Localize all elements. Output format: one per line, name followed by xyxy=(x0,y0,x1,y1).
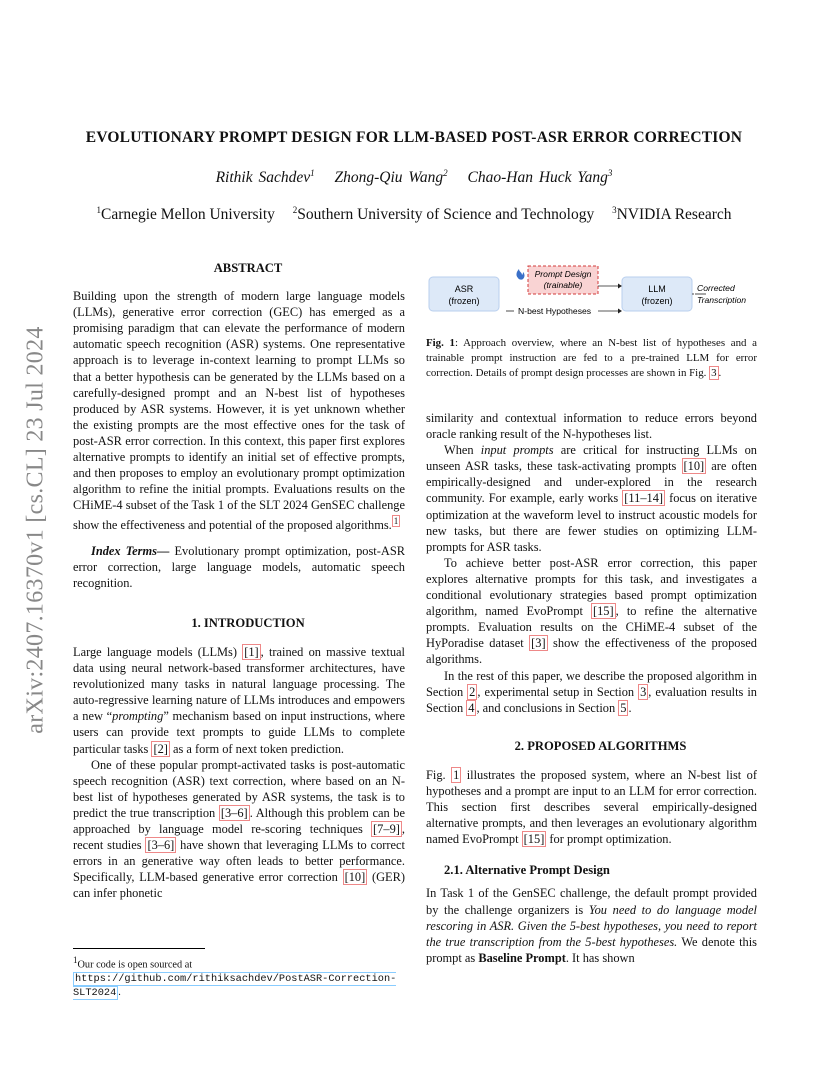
subsection-2-1-paragraph: In Task 1 of the GenSEC challenge, the default prompt provided by the challenge organizers is You need to do language model rescoring in ASR. Given the 5-best hypotheses, you need to report the true transcription from the 5-best hypotheses. We denote this prompt as Baseline Prompt. It has shown xyxy=(426,886,758,965)
subsection-2-1-heading: 2.1. Alternative Prompt Design xyxy=(444,863,610,878)
citation-link[interactable]: [10] xyxy=(344,870,366,885)
section-link[interactable]: 2 xyxy=(469,684,476,699)
asr-label: ASR xyxy=(454,284,474,294)
affiliation-1: $^1$Carnegie Mellon University xyxy=(96,205,275,224)
output-sub: Transcription xyxy=(697,295,747,305)
affiliation-list xyxy=(0,205,828,224)
author-3: Chao-Han Huck Yang$^3$ xyxy=(467,168,613,187)
footnote-rule xyxy=(73,948,205,949)
section-link[interactable]: 5 xyxy=(620,700,627,715)
llm-sub: (frozen) xyxy=(641,296,673,306)
nbest-label: N-best Hypotheses xyxy=(518,306,592,316)
figure-ref-link[interactable]: 1 xyxy=(453,767,460,782)
affiliation-3: $^3$NVIDIA Research xyxy=(612,205,732,224)
intro-continuation: similarity and contextual information to reduce errors beyond oracle ranking result of the N-hypotheses list. xyxy=(426,411,757,442)
section2-paragraph: Fig. 1 illustrates the proposed system, where an N-best list of hypotheses and a prompt are input to an LLM for error correction. This section first describes several empirically-designed alternative prompts, and then leverages an evolutionary algorithm named EvoPrompt [15] for prompt optimization. xyxy=(426,767,757,847)
intro-paragraph-3: When input prompts are critical for instructing LLMs on unseen ASR tasks, these task-activating prompts [10] are often empirically-designed and under-explored in the research community. For example, early works [11–14] focus on iterative optimization at the waveform level to instruct acoustic models for new tasks, but there are fewer studies on optimizing LLM-prompts for ASR tasks. xyxy=(426,443,757,554)
affiliation-2: $^2$Southern University of Science and Technology xyxy=(292,205,595,224)
fire-icon xyxy=(516,269,524,280)
footnote: $^1$Our code is open sourced at https://github.com/rithiksachdev/PostASR-Correction-SLT2024 . xyxy=(73,955,397,1000)
citation-link[interactable]: [11–14] xyxy=(624,491,664,506)
citation-link[interactable]: [10] xyxy=(683,459,705,474)
citation-link[interactable]: [2] xyxy=(153,741,168,756)
section2-heading: 2. PROPOSED ALGORITHMS xyxy=(514,738,687,753)
prompt-label: Prompt Design xyxy=(534,269,592,279)
author-list xyxy=(0,168,828,187)
citation-link[interactable]: [1] xyxy=(244,645,259,659)
right-column xyxy=(426,410,757,966)
intro-paragraph-2: One of these popular prompt-activated tasks is post-automatic speech recognition (ASR) text correction, where based on an N-best list of hypotheses generated by ASR systems, the task is to predict the true transcription [3–6] . Although this problem can be approached by language model re-scoring techniques [7–9] , recent studies [3–6] have shown that leveraging LLMs to correct errors in an generative way often leads to better performance. Specifically, LLM-based generative error correction [10] (GER) can infer phonetic xyxy=(73,757,405,901)
citation-link[interactable]: [3–6] xyxy=(220,805,248,820)
abstract-text: Building upon the strength of modern large language models (LLMs), generative error correction (GEC) has emerged as a promising paradigm that can elevate the performance of modern automatic speech recognition (ASR) systems. One representative approach is to leverage in-context learning to prompt LLMs so that a better hypothesis can be generated by the LLMs based on a carefully-designed prompt and an N-best list of hypotheses produced by ASR systems. However, it is yet unknown whether the existing prompts are the most effective ones for the task of post-ASR error correction. In this context, this paper first explores alternative prompts to identify an initial set of effective prompts, and then proposes to employ an evolutionary prompt optimization algorithm to refine the initial prompts. Evaluations results on the CHiME-4 subset of the Task 1 of the SLT 2024 GenSEC challenge show the effectiveness and potential of the proposed algorithms. $^1$ xyxy=(73,289,405,533)
abstract-heading: ABSTRACT xyxy=(213,261,283,275)
citation-link[interactable]: [3] xyxy=(531,636,546,651)
citation-link[interactable]: [15] xyxy=(592,604,614,619)
author-1: Rithik Sachdev$^1$ xyxy=(215,168,315,187)
footnote-link[interactable]: 1 xyxy=(393,516,399,527)
arxiv-stamp: arXiv:2407.16370v1 [cs.CL] 23 Jul 2024 xyxy=(22,326,49,734)
output-label: Corrected xyxy=(697,283,735,293)
left-column xyxy=(73,260,405,902)
intro-paragraph-1: Large language models (LLMs) [1] , trained on massive textual data using neural network-based transformer architectures, have revolutionized many tasks in natural language processing. The auto-regressive learning nature of LLMs introduces and empowers a new “prompting” mechanism based on input instructions, where users can provide text prompts to guide LLMs to complete particular tasks [2] as a form of next token prediction. xyxy=(73,645,405,756)
asr-sub: (frozen) xyxy=(448,296,480,306)
intro-heading: 1. INTRODUCTION xyxy=(191,615,305,630)
llm-label: LLM xyxy=(648,284,666,294)
intro-paragraph-5: In the rest of this paper, we describe the proposed algorithm in Section 2 , experimental setup in Section 3 , evaluation results in Section 4 , and conclusions in Section 5 . xyxy=(426,668,757,715)
code-url-link[interactable]: https://github.com/rithiksachdev/PostASR-Correction-SLT2024 xyxy=(73,973,397,1000)
citation-link[interactable]: [15] xyxy=(523,832,545,847)
section-link[interactable]: 4 xyxy=(468,700,475,715)
intro-paragraph-4: To achieve better post-ASR error correction, this paper explores alternative prompts for this task, and investigates a conditional evolutionary strategies based prompt optimization algorithm, named EvoPrompt [15] , to refine the alternative prompts. Evaluation results on the CHiME-4 subset of the HyPoradise dataset [3] show the effectiveness of the proposed algorithms. xyxy=(426,555,757,667)
section-link[interactable]: 3 xyxy=(640,684,647,699)
figure-caption: Fig. 1: Approach overview, where an N-best list of hypotheses and a trainable prompt instruction are fed to a pre-trained LLM for error correction. Details of prompt design processes are shown in Fig. 3 . xyxy=(426,337,758,380)
citation-link[interactable]: [3–6] xyxy=(147,838,175,853)
index-terms: Index Terms— Evolutionary prompt optimization, post-ASR error correction, large language models, automatic speech recognition. xyxy=(73,543,405,590)
prompt-sub: (trainable) xyxy=(543,280,583,290)
paper-title: EVOLUTIONARY PROMPT DESIGN FOR LLM-BASED POST-ASR ERROR CORRECTION xyxy=(85,129,743,146)
figure-ref-link[interactable]: 3 xyxy=(711,367,717,380)
citation-link[interactable]: [7–9] xyxy=(373,822,400,837)
approach-figure xyxy=(426,262,757,322)
author-2: Zhong-Qiu Wang$^2$ xyxy=(334,168,448,187)
